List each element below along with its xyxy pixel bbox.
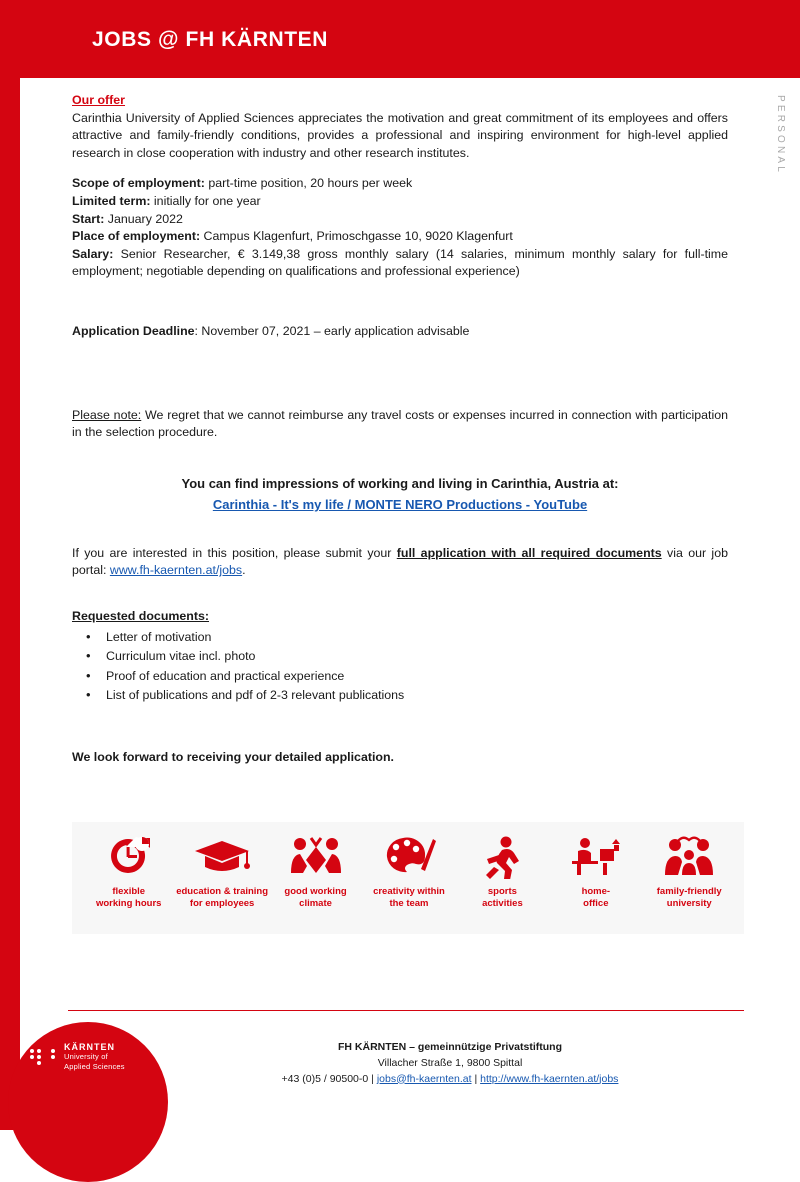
benefit-label-line1: family-friendly (656, 886, 722, 897)
footer-sep-2: | (474, 1072, 481, 1085)
closing-line: We look forward to receiving your detailed application. (72, 750, 394, 765)
offer-heading: Our offer (72, 93, 126, 107)
benefit-education-training (175, 832, 268, 910)
left-red-bar (0, 0, 20, 1130)
detail-salary-value: Senior Researcher, € 3.149,38 gross monthly salary (14 salaries, minimum monthly salary for full-time employment; negotiable depending on qualifications and professional experience) (72, 246, 728, 279)
document-body (72, 92, 728, 767)
please-note (72, 407, 728, 442)
benefit-label-line1: home- (581, 886, 611, 897)
apply-text-before: If you are interested in this position, please submit your (72, 545, 397, 560)
detail-scope-value: part-time position, 20 hours per week (204, 176, 413, 191)
graduation-cap-icon (175, 832, 268, 882)
footer-email-link[interactable]: jobs@fh-kaernten.at (376, 1072, 472, 1085)
detail-place-value: Campus Klagenfurt, Primoschgasse 10, 9020 Klagenfurt (200, 229, 513, 244)
please-note-label: Please note: (72, 407, 142, 422)
logo-sub-text-1: University of (64, 1052, 108, 1062)
detail-start-value: January 2022 (104, 211, 183, 226)
palette-icon (362, 832, 455, 882)
page-header-band (20, 0, 800, 78)
detail-limited-term-value: initially for one year (150, 194, 261, 209)
benefit-sports-activities (456, 832, 549, 910)
footer-phone: +43 (0)5 / 90500-0 (281, 1072, 369, 1085)
application-deadline-label: Application Deadline (72, 324, 195, 339)
detail-salary-label: Salary: (72, 246, 114, 261)
detail-place (72, 228, 728, 246)
benefit-label-line2: office (583, 897, 609, 909)
apply-paragraph (72, 545, 728, 580)
apply-bold-part: full application with all required documents (396, 545, 662, 560)
requested-documents-list (72, 629, 728, 705)
benefit-label-line2: university (666, 897, 712, 909)
offer-heading-wrap (72, 92, 728, 110)
logo-main-text: KÄRNTEN (64, 1042, 115, 1052)
application-deadline (72, 323, 728, 341)
list-item: • Curriculum vitae incl. photo (106, 648, 728, 666)
job-portal-link[interactable]: www.fh-kaernten.at/jobs (109, 563, 243, 578)
apply-text-after: via our job portal: (72, 545, 728, 578)
benefit-home-office (549, 832, 642, 910)
footer-divider (68, 1010, 744, 1011)
list-item: • Letter of motivation (106, 629, 728, 647)
sidebar-vertical-label: PERSONAL (775, 95, 786, 176)
benefit-family-friendly-university (643, 832, 736, 910)
logo-text (64, 1042, 125, 1071)
people-handshake-icon (269, 832, 362, 882)
detail-start-label: Start: (72, 211, 105, 226)
logo-dots-icon (30, 1049, 56, 1065)
detail-scope (72, 175, 728, 193)
detail-limited-term (72, 193, 728, 211)
home-office-desk-icon (549, 832, 642, 882)
logo-sub-text-2: Applied Sciences (64, 1061, 125, 1071)
offer-paragraph: Carinthia University of Applied Sciences appreciates the motivation and great commitment of its employees and offers attractive and family-friendly conditions, provides a professional and inspiring environment for high-level applied research in close cooperation with industry and other research institutes. (72, 110, 728, 160)
benefit-label-line2: working hours (95, 897, 162, 909)
benefit-label-line1: education & training (176, 886, 269, 897)
benefit-flexible-working-hours (82, 832, 175, 910)
apply-period: . (242, 563, 246, 578)
application-deadline-value: : November 07, 2021 – early application advisable (194, 324, 470, 339)
runner-icon (456, 832, 549, 882)
footer-sep-1: | (371, 1072, 377, 1085)
detail-salary (72, 246, 728, 281)
benefit-label-line2: the team (389, 897, 429, 909)
benefit-label-line2: activities (482, 897, 523, 909)
footer-address: Villacher Straße 1, 9800 Spittal (377, 1056, 523, 1069)
youtube-link[interactable]: Carinthia - It's my life / MONTE NERO Productions - YouTube (212, 497, 588, 513)
list-item: • List of publications and pdf of 2-3 relevant publications (106, 687, 728, 705)
benefit-creativity-within-team (362, 832, 455, 910)
requested-documents-heading-wrap (72, 608, 728, 626)
benefit-label-line2: for employees (189, 897, 255, 909)
clock-icon (82, 832, 175, 882)
impressions-line: You can find impressions of working and living in Carinthia, Austria at: (181, 475, 619, 491)
footer-contact-block (150, 1040, 750, 1087)
benefits-strip (72, 822, 744, 934)
page-title: JOBS @ FH KÄRNTEN (92, 28, 329, 51)
footer-org-name: FH KÄRNTEN – gemeinnützige Privatstiftung (337, 1041, 562, 1053)
benefit-label-line1: flexible (112, 886, 146, 897)
detail-start (72, 211, 728, 229)
requested-documents-heading: Requested documents: (72, 609, 210, 624)
detail-place-label: Place of employment: (72, 229, 201, 244)
benefit-good-working-climate (269, 832, 362, 910)
list-item: • Proof of education and practical experience (106, 668, 728, 686)
footer-contact-line (150, 1072, 750, 1088)
fh-kaernten-logo (30, 1042, 125, 1071)
footer-website-link[interactable]: http://www.fh-kaernten.at/jobs (480, 1072, 619, 1085)
benefit-label-line1: sports (487, 886, 517, 897)
benefit-label-line2: climate (299, 897, 332, 909)
benefit-label-line1: good working (284, 886, 347, 897)
benefit-label-line1: creativity within (373, 886, 445, 897)
detail-scope-label: Scope of employment: (72, 176, 205, 191)
please-note-value: We regret that we cannot reimburse any travel costs or expenses incurred in connection with participation in the selection procedure. (72, 407, 728, 440)
family-icon (643, 832, 736, 882)
detail-limited-term-label: Limited term: (72, 194, 151, 209)
